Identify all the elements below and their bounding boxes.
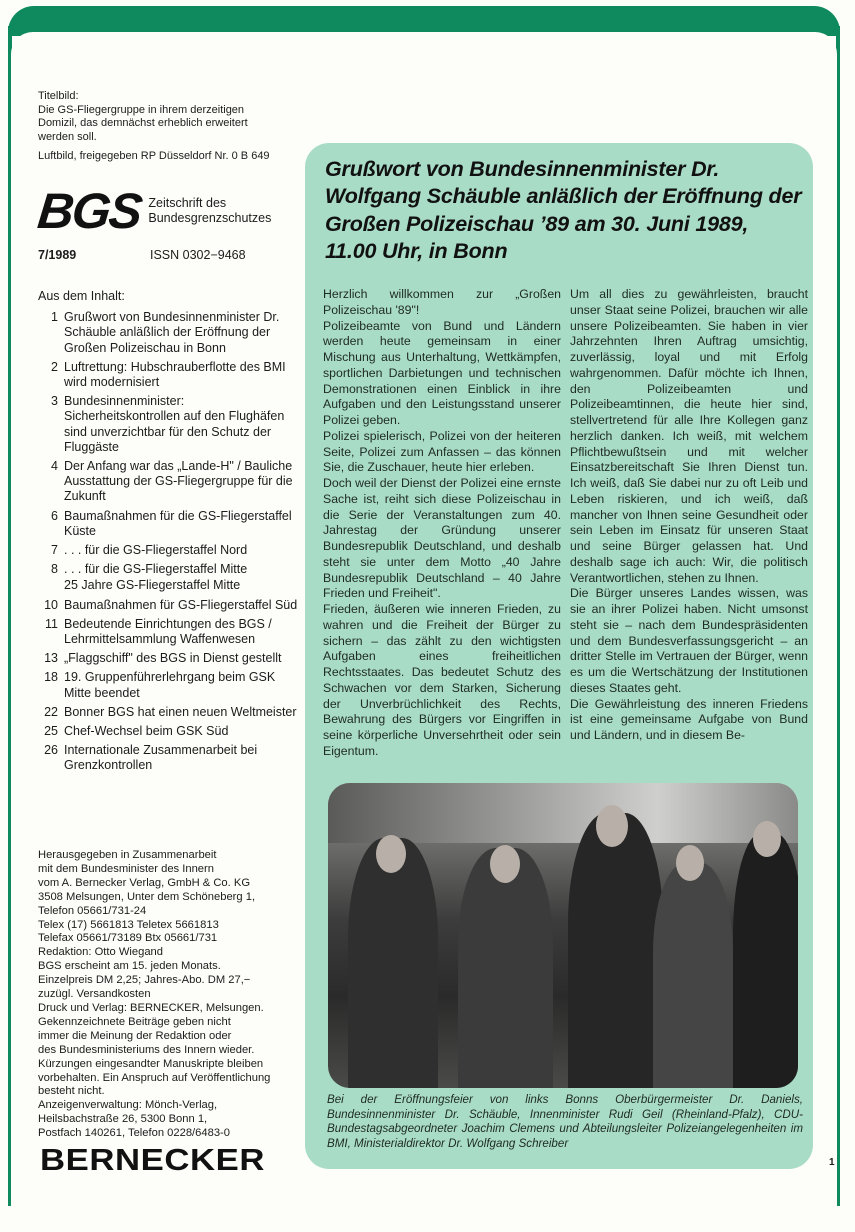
issn: ISSN 0302−9468 bbox=[150, 248, 246, 262]
article-paragraph: Herzlich willkommen zur „Großen Polizeischau '89"! bbox=[323, 287, 561, 317]
toc-page-number: 25 bbox=[44, 724, 58, 739]
masthead-subtitle bbox=[148, 196, 271, 226]
imprint-line: immer die Meinung der Redaktion oder bbox=[38, 1029, 232, 1042]
photo-person bbox=[348, 838, 438, 1088]
toc-item-title: Bonner BGS hat einen neuen Weltmeister bbox=[64, 704, 297, 719]
toc-item-title: Internationale Zusammenarbeit bei Grenzkontrollen bbox=[64, 743, 258, 773]
toc-page-number: 4 bbox=[51, 459, 58, 474]
article-photo bbox=[328, 783, 798, 1088]
toc-item-title: . . . für die GS-Fliegerstaffel Mitte bbox=[64, 562, 248, 577]
toc-item bbox=[38, 670, 298, 700]
toc-item-title: 19. Gruppenführerlehrgang beim GSK Mitte beendet bbox=[64, 670, 276, 700]
toc-item-title: Grußwort von Bundesinnenminister Dr. Schäuble anläßlich der Eröffnung der Großen Polizeischau in Bonn bbox=[64, 310, 280, 355]
imprint bbox=[38, 849, 300, 1141]
cover-credit: Luftbild, freigegeben RP Düsseldorf Nr. 0 B 649 bbox=[38, 150, 270, 163]
imprint-line: Heilsbachstraße 26, 5300 Bonn 1, bbox=[38, 1113, 208, 1126]
toc-item-title: Chef-Wechsel beim GSK Süd bbox=[64, 724, 229, 739]
toc-page-number: 1 bbox=[51, 310, 58, 325]
subtitle-line-2: Bundesgrenzschutzes bbox=[148, 211, 272, 225]
cover-note bbox=[38, 90, 298, 164]
photo-face bbox=[376, 835, 406, 873]
toc-page-number: 11 bbox=[45, 616, 58, 631]
photo-person bbox=[733, 833, 798, 1088]
imprint-line: Redaktion: Otto Wiegand bbox=[38, 946, 163, 959]
article-paragraph: Die Gewährleistung des inneren Friedens ist eine gemeinsame Aufgabe von Bund und Ländern, und in diesem Be- bbox=[570, 696, 808, 742]
bgs-logo: BGS bbox=[35, 183, 144, 239]
imprint-line: Kürzungen eingesandter Manuskripte bleiben bbox=[38, 1057, 264, 1070]
imprint-line: Anzeigenverwaltung: Mönch-Verlag, bbox=[38, 1099, 218, 1112]
toc-item bbox=[38, 598, 298, 613]
toc-page-number: 22 bbox=[44, 704, 58, 719]
toc-page-number: 18 bbox=[44, 670, 58, 685]
photo-person bbox=[458, 848, 553, 1088]
imprint-line: Druck und Verlag: BERNECKER, Melsungen. bbox=[38, 1001, 264, 1014]
photo-caption: Bei der Eröffnungsfeier von links Bonns Oberbürgermeister Dr. Daniels, Bundesinnenminister Dr. Schäuble, Innenminister Rudi Geil (Rheinland-Pfalz), CDU-Bundestagsabgeordneter Joachim Clemens und Abteilungsleiter Polizeiangelegenheiten im BMI, Ministerialdirektor Dr. Wolfgang Schreiber bbox=[327, 1093, 803, 1150]
toc-item bbox=[38, 578, 298, 593]
photo-face bbox=[676, 845, 704, 881]
imprint-line: Gekennzeichnete Beiträge geben nicht bbox=[38, 1015, 231, 1028]
imprint-line: Telex (17) 5661813 Teletex 5661813 bbox=[38, 918, 219, 931]
toc-page-number: 7 bbox=[51, 543, 58, 558]
toc-item bbox=[38, 724, 298, 739]
photo-person bbox=[653, 863, 733, 1088]
photo-background-trees bbox=[328, 783, 798, 843]
imprint-line: des Bundesministeriums des Innern wieder. bbox=[38, 1043, 255, 1056]
article-paragraph: Frieden, äußeren wie inneren Frieden, zu wahren und die Freiheit der Bürger zu sichern – das zählt zu den wichtigsten Aufgaben eines freiheitlichen Rechtsstaates. Das bedeutet Schutz des Schwachen vor dem Starken, Sicherung der Unverbrüchlichkeit des Rechts, Bewahrung des Bürgers vor Eingriffen in seine körperliche Unversehrtheit oder sein Eigentum. bbox=[323, 602, 561, 758]
toc-item bbox=[38, 651, 298, 666]
cover-label: Titelbild: bbox=[38, 90, 79, 102]
imprint-line: Telefax 05661/73189 Btx 05661/731 bbox=[38, 932, 218, 945]
article-column-2 bbox=[570, 287, 808, 744]
photo-face bbox=[596, 805, 628, 847]
issue-number: 7/1989 bbox=[38, 248, 77, 262]
table-of-contents bbox=[38, 289, 298, 778]
toc-item bbox=[38, 360, 298, 390]
photo-face bbox=[490, 845, 520, 883]
toc-title: Aus dem Inhalt: bbox=[38, 289, 125, 303]
article-paragraph: Polizei spielerisch, Polizei von der heiteren Seite, Polizei zum Anfassen – das können Sie, die Zuschauer, heute hier erleben. bbox=[323, 428, 561, 475]
toc-item bbox=[38, 509, 298, 539]
toc-item-title: Bundesinnenminister: Sicherheitskontrollen auf den Flughäfen sind unverzichtbar für den Schutz der Fluggäste bbox=[64, 394, 285, 454]
article-headline: Grußwort von Bundesinnenminister Dr. Wolfgang Schäuble anläßlich der Eröffnung der Großen Polizeischau ’89 am 30. Juni 1989, 11.00 Uhr, in Bonn bbox=[325, 157, 802, 263]
toc-page-number: 10 bbox=[44, 597, 58, 612]
toc-item-title: Bedeutende Einrichtungen des BGS / Lehrmittelsammlung Waffenwesen bbox=[64, 616, 272, 647]
toc-list bbox=[38, 310, 298, 773]
toc-item-title: „Flaggschiff" des BGS in Dienst gestellt bbox=[64, 651, 282, 666]
toc-page-number: 13 bbox=[44, 651, 58, 666]
toc-item bbox=[38, 617, 298, 647]
toc-page-number: 3 bbox=[51, 394, 58, 409]
toc-page-number: 2 bbox=[51, 359, 58, 374]
toc-item bbox=[38, 705, 298, 720]
imprint-line: zuzügl. Versandkosten bbox=[38, 988, 151, 1001]
toc-item bbox=[38, 543, 298, 558]
toc-page-number: 26 bbox=[44, 743, 58, 758]
toc-item bbox=[38, 743, 298, 773]
photo-person bbox=[568, 813, 663, 1088]
imprint-line: BGS erscheint am 15. jeden Monats. bbox=[38, 960, 221, 973]
article-column-1 bbox=[323, 287, 561, 760]
toc-item bbox=[38, 394, 298, 455]
imprint-line: Einzelpreis DM 2,25; Jahres-Abo. DM 27,− bbox=[38, 974, 251, 987]
photo-face bbox=[753, 821, 781, 857]
toc-page-number bbox=[38, 578, 58, 593]
toc-item-title: 25 Jahre GS-Fliegerstaffel Mitte bbox=[64, 578, 241, 593]
toc-item-title: Luftrettung: Hubschrauberflotte des BMI wird modernisiert bbox=[64, 359, 286, 390]
imprint-line: Herausgegeben in Zusammenarbeit bbox=[38, 849, 217, 861]
subtitle-line-1: Zeitschrift des bbox=[148, 196, 227, 210]
page-number: 1 bbox=[829, 1157, 835, 1168]
imprint-line: besteht nicht. bbox=[38, 1085, 105, 1098]
masthead bbox=[35, 183, 272, 239]
toc-page-number: 6 bbox=[51, 508, 58, 523]
toc-item bbox=[38, 459, 298, 505]
imprint-line: vorbehalten. Ein Anspruch auf Veröffentlichung bbox=[38, 1071, 271, 1084]
bernecker-logo: BERNECKER bbox=[40, 1142, 265, 1177]
imprint-line: Telefon 05661/731-24 bbox=[38, 904, 147, 917]
article-paragraph: Die Bürger unseres Landes wissen, was sie an ihrer Polizei haben. Nicht umsonst steht sie – nach dem Bundespräsidenten und dem Bundesverfassungsgericht – an dritter Stelle im Vertrauen der Bürger, wenn es um die Wertschätzung der Institutionen dieses Staates geht. bbox=[570, 586, 808, 695]
toc-item-title: Baumaßnahmen für GS-Fliegerstaffel Süd bbox=[64, 597, 298, 612]
toc-item bbox=[38, 562, 298, 577]
article-paragraph: Um all dies zu gewährleisten, braucht unser Staat seine Polizei, brauchen wir alle unsere Polizeibeamten. Sie haben in vier Jahrzehnten Ihren Auftrag umsichtig, zuverlässig, loyal und mit Erfolg wahrgenommen. Dafür möchte ich Ihnen, den Polizeibeamten und Polizeibeamtinnen, die heute hier sind, stellvertretend für alle Ihre Kollegen ganz herzlich danken. Ich weiß, mit welchem Pflichtbewußtsein und mit welcher Einsatzbereitschaft Sie Ihren Dienst tun. Ich weiß, daß Sie dabei nur zu oft Leib und Leben riskieren, und ich weiß, daß mancher von Ihnen seine Gesundheit oder sein Leben im Einsatz für unseren Staat und seine Bürger gelassen hat. Und deshalb sage ich auch: Wir, die politisch Verantwortlichen, stehen zu Ihnen. bbox=[570, 287, 808, 585]
issue-info bbox=[38, 248, 246, 262]
cover-description: Die GS-Fliegergruppe in ihrem derzeitigen Domizil, das demnächst erheblich erweitert werden soll. bbox=[38, 103, 248, 143]
imprint-line: Postfach 140261, Telefon 0228/6483-0 bbox=[38, 1127, 230, 1140]
toc-item bbox=[38, 310, 298, 356]
toc-page-number: 8 bbox=[51, 562, 58, 577]
imprint-line: vom A. Bernecker Verlag, GmbH & Co. KG bbox=[38, 876, 251, 889]
imprint-line: mit dem Bundesminister des Innern bbox=[38, 862, 214, 875]
toc-item-title: Der Anfang war das „Lande-H" / Bauliche Ausstattung der GS-Fliegergruppe für die Zukunft bbox=[64, 459, 293, 504]
toc-item-title: Baumaßnahmen für die GS-Fliegerstaffel Küste bbox=[64, 508, 292, 538]
article-paragraph: Doch weil der Dienst der Polizei eine ernste Sache ist, reiht sich diese Polizeischau in die Serie der Veranstaltungen zum 40. Jahrestag der Gründung unserer Bundesrepublik Deutschland, und deshalb steht sie unter dem Motto „40 Jahre Bundesrepublik Deutschland – 40 Jahre Frieden und Freiheit". bbox=[323, 476, 561, 601]
toc-item-title: . . . für die GS-Fliegerstaffel Nord bbox=[64, 543, 248, 558]
article-paragraph: Polizeibeamte von Bund und Ländern werden heute gemeinsam in einer Mischung aus Unterhaltung, Wettkämpfen, sportlichen Darbietungen und technischen Demonstrationen einen Einblick in ihre Aufgaben und den Leistungsstand unserer Polizei geben. bbox=[323, 318, 561, 427]
imprint-line: 3508 Melsungen, Unter dem Schöneberg 1, bbox=[38, 890, 256, 903]
